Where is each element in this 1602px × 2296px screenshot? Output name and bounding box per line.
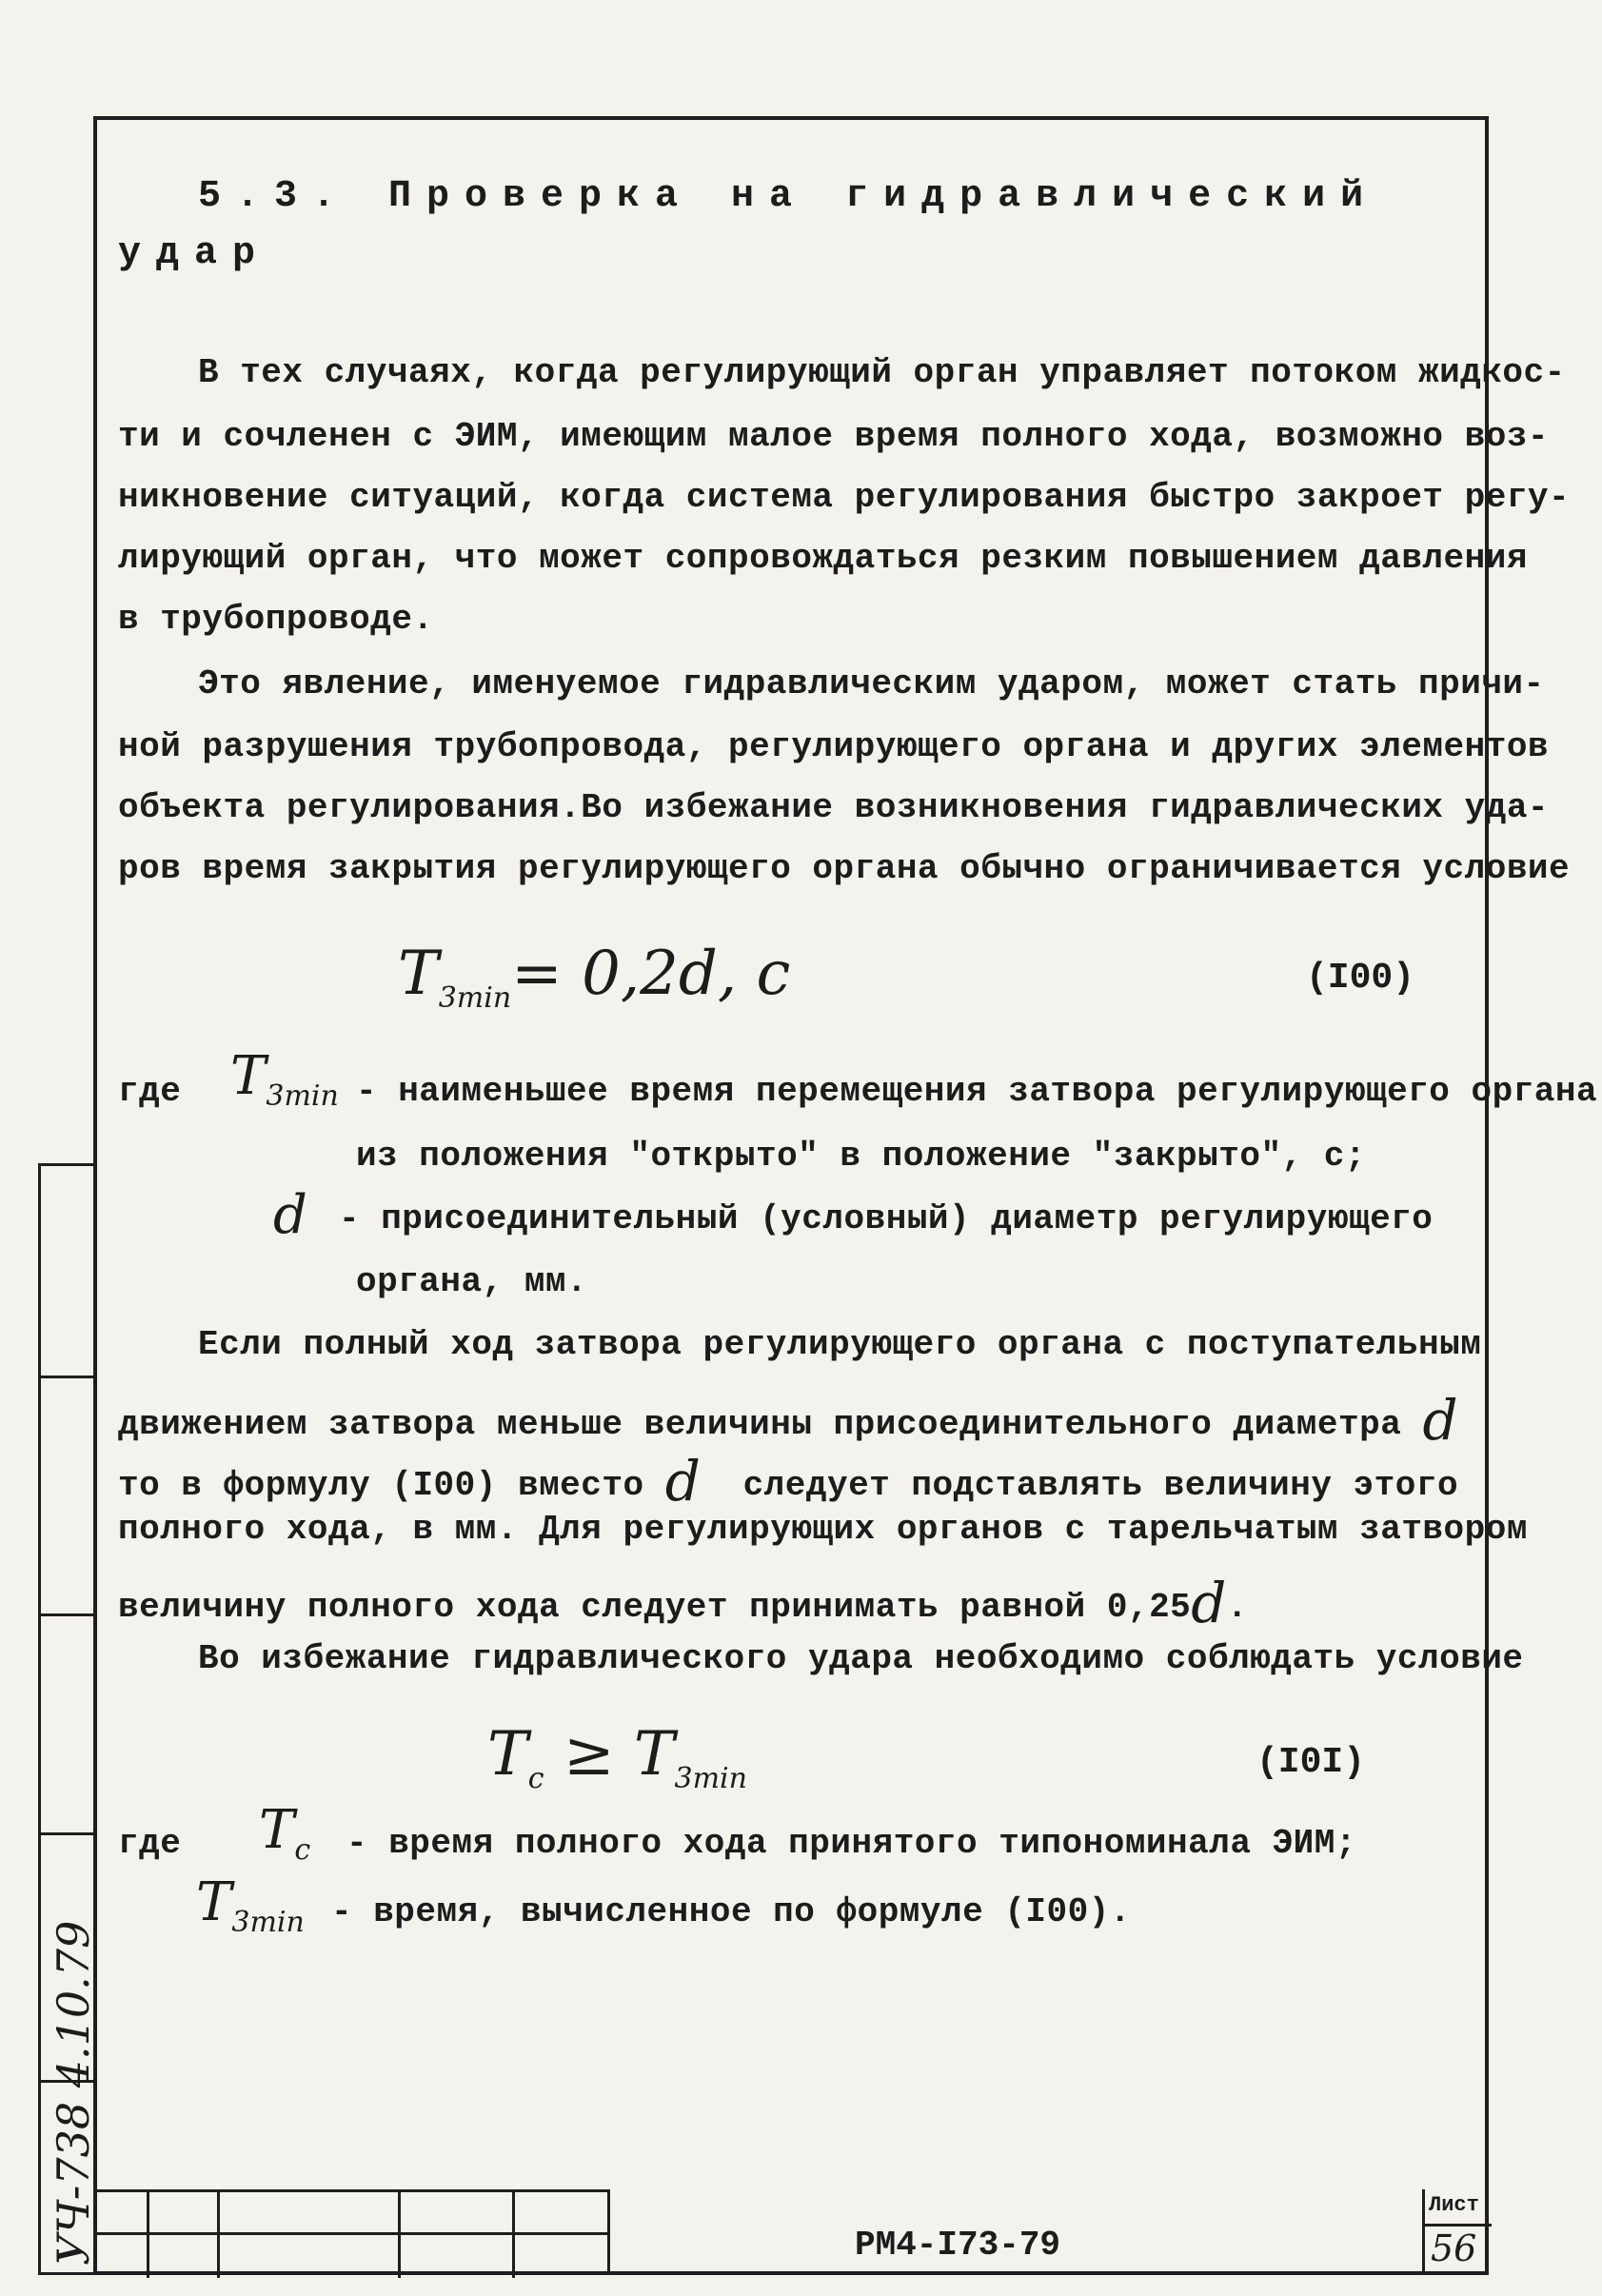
text-line: ров время закрытия регулирующего органа обычно ограничивается условие	[118, 849, 1571, 888]
formula-number: (I0I)	[1256, 1742, 1366, 1783]
formula-100: $T_{3min}= 0,2d$, c	[398, 939, 791, 1015]
stamp-grid	[93, 2189, 607, 2278]
formula-number: (I00)	[1306, 958, 1415, 999]
text-line: лирующий орган, что может сопровождаться резким повышением давления	[118, 539, 1528, 578]
text-line: ти и сочленен с ЭИМ, имеющим малое время полного хода, возможно воз-	[118, 417, 1550, 456]
definition-line: из положения "открыто" в положение "закрыто", с;	[356, 1137, 1366, 1176]
where-label: где	[118, 1824, 182, 1863]
section-heading: 5.3. Проверка на гидравлический	[198, 175, 1379, 218]
text-line: Это явление, именуемое гидравлическим ударом, может стать причи-	[198, 664, 1545, 703]
text-line: полного хода, в мм. Для регулирующих органов с тарельчатым затвором	[118, 1510, 1528, 1549]
title-block	[93, 2189, 1489, 2275]
registration-note: УЧ-738 4.10.79	[48, 1920, 99, 2266]
definition-line: - присоединительный (условный) диаметр регулирующего	[339, 1199, 1434, 1238]
text-line: ной разрушения трубопровода, регулирующего органа и других элементов	[118, 727, 1550, 766]
text-line: Если полный ход затвора регулирующего органа с поступательным	[198, 1325, 1482, 1364]
sheet-box	[1422, 2189, 1492, 2275]
formula-101: $T_c \ge T_{3min}$	[487, 1719, 747, 1795]
text-line: объекта регулирования.Во избежание возникновения гидравлических уда-	[118, 788, 1550, 827]
text-line: Во избежание гидравлического удара необходимо соблюдать условие	[198, 1639, 1524, 1678]
symbol-t3min: $T_{3min}$	[230, 1045, 339, 1114]
text-line: В тех случаях, когда регулирующий орган управляет потоком жидкос-	[198, 353, 1566, 392]
definition-line: органа, мм.	[356, 1262, 588, 1301]
definition-line: - наименьшее время перемещения затвора регулирующего органа	[356, 1072, 1598, 1111]
definition-line: - время полного хода принятого типономинала ЭИМ;	[346, 1824, 1356, 1863]
text-line: никновение ситуаций, когда система регулирования быстро закроет регу-	[118, 478, 1571, 517]
text-line: в трубопроводе.	[118, 600, 434, 639]
where-label: где	[118, 1072, 182, 1111]
symbol-d: d	[273, 1184, 307, 1246]
document-number: РМ4-I73-79	[855, 2226, 1061, 2265]
sheet-label: Лист	[1429, 2193, 1479, 2217]
definition-line: - время, вычисленное по формуле (I00).	[331, 1892, 1131, 1931]
symbol-tc: $T_c$	[259, 1799, 311, 1868]
text-line: то в формулу (I00) вместо d следует подставлять величину этого	[118, 1449, 1459, 1514]
sheet-number: 56	[1431, 2227, 1477, 2269]
text-line: движением затвора меньше величины присоединительного диаметра d	[118, 1388, 1459, 1453]
page-frame	[93, 116, 1598, 2275]
text-line: величину полного хода следует принимать равной 0,25d.	[118, 1571, 1249, 1635]
section-heading-cont: удар	[118, 232, 271, 275]
symbol-t3min: $T_{3min}$	[196, 1871, 305, 1940]
